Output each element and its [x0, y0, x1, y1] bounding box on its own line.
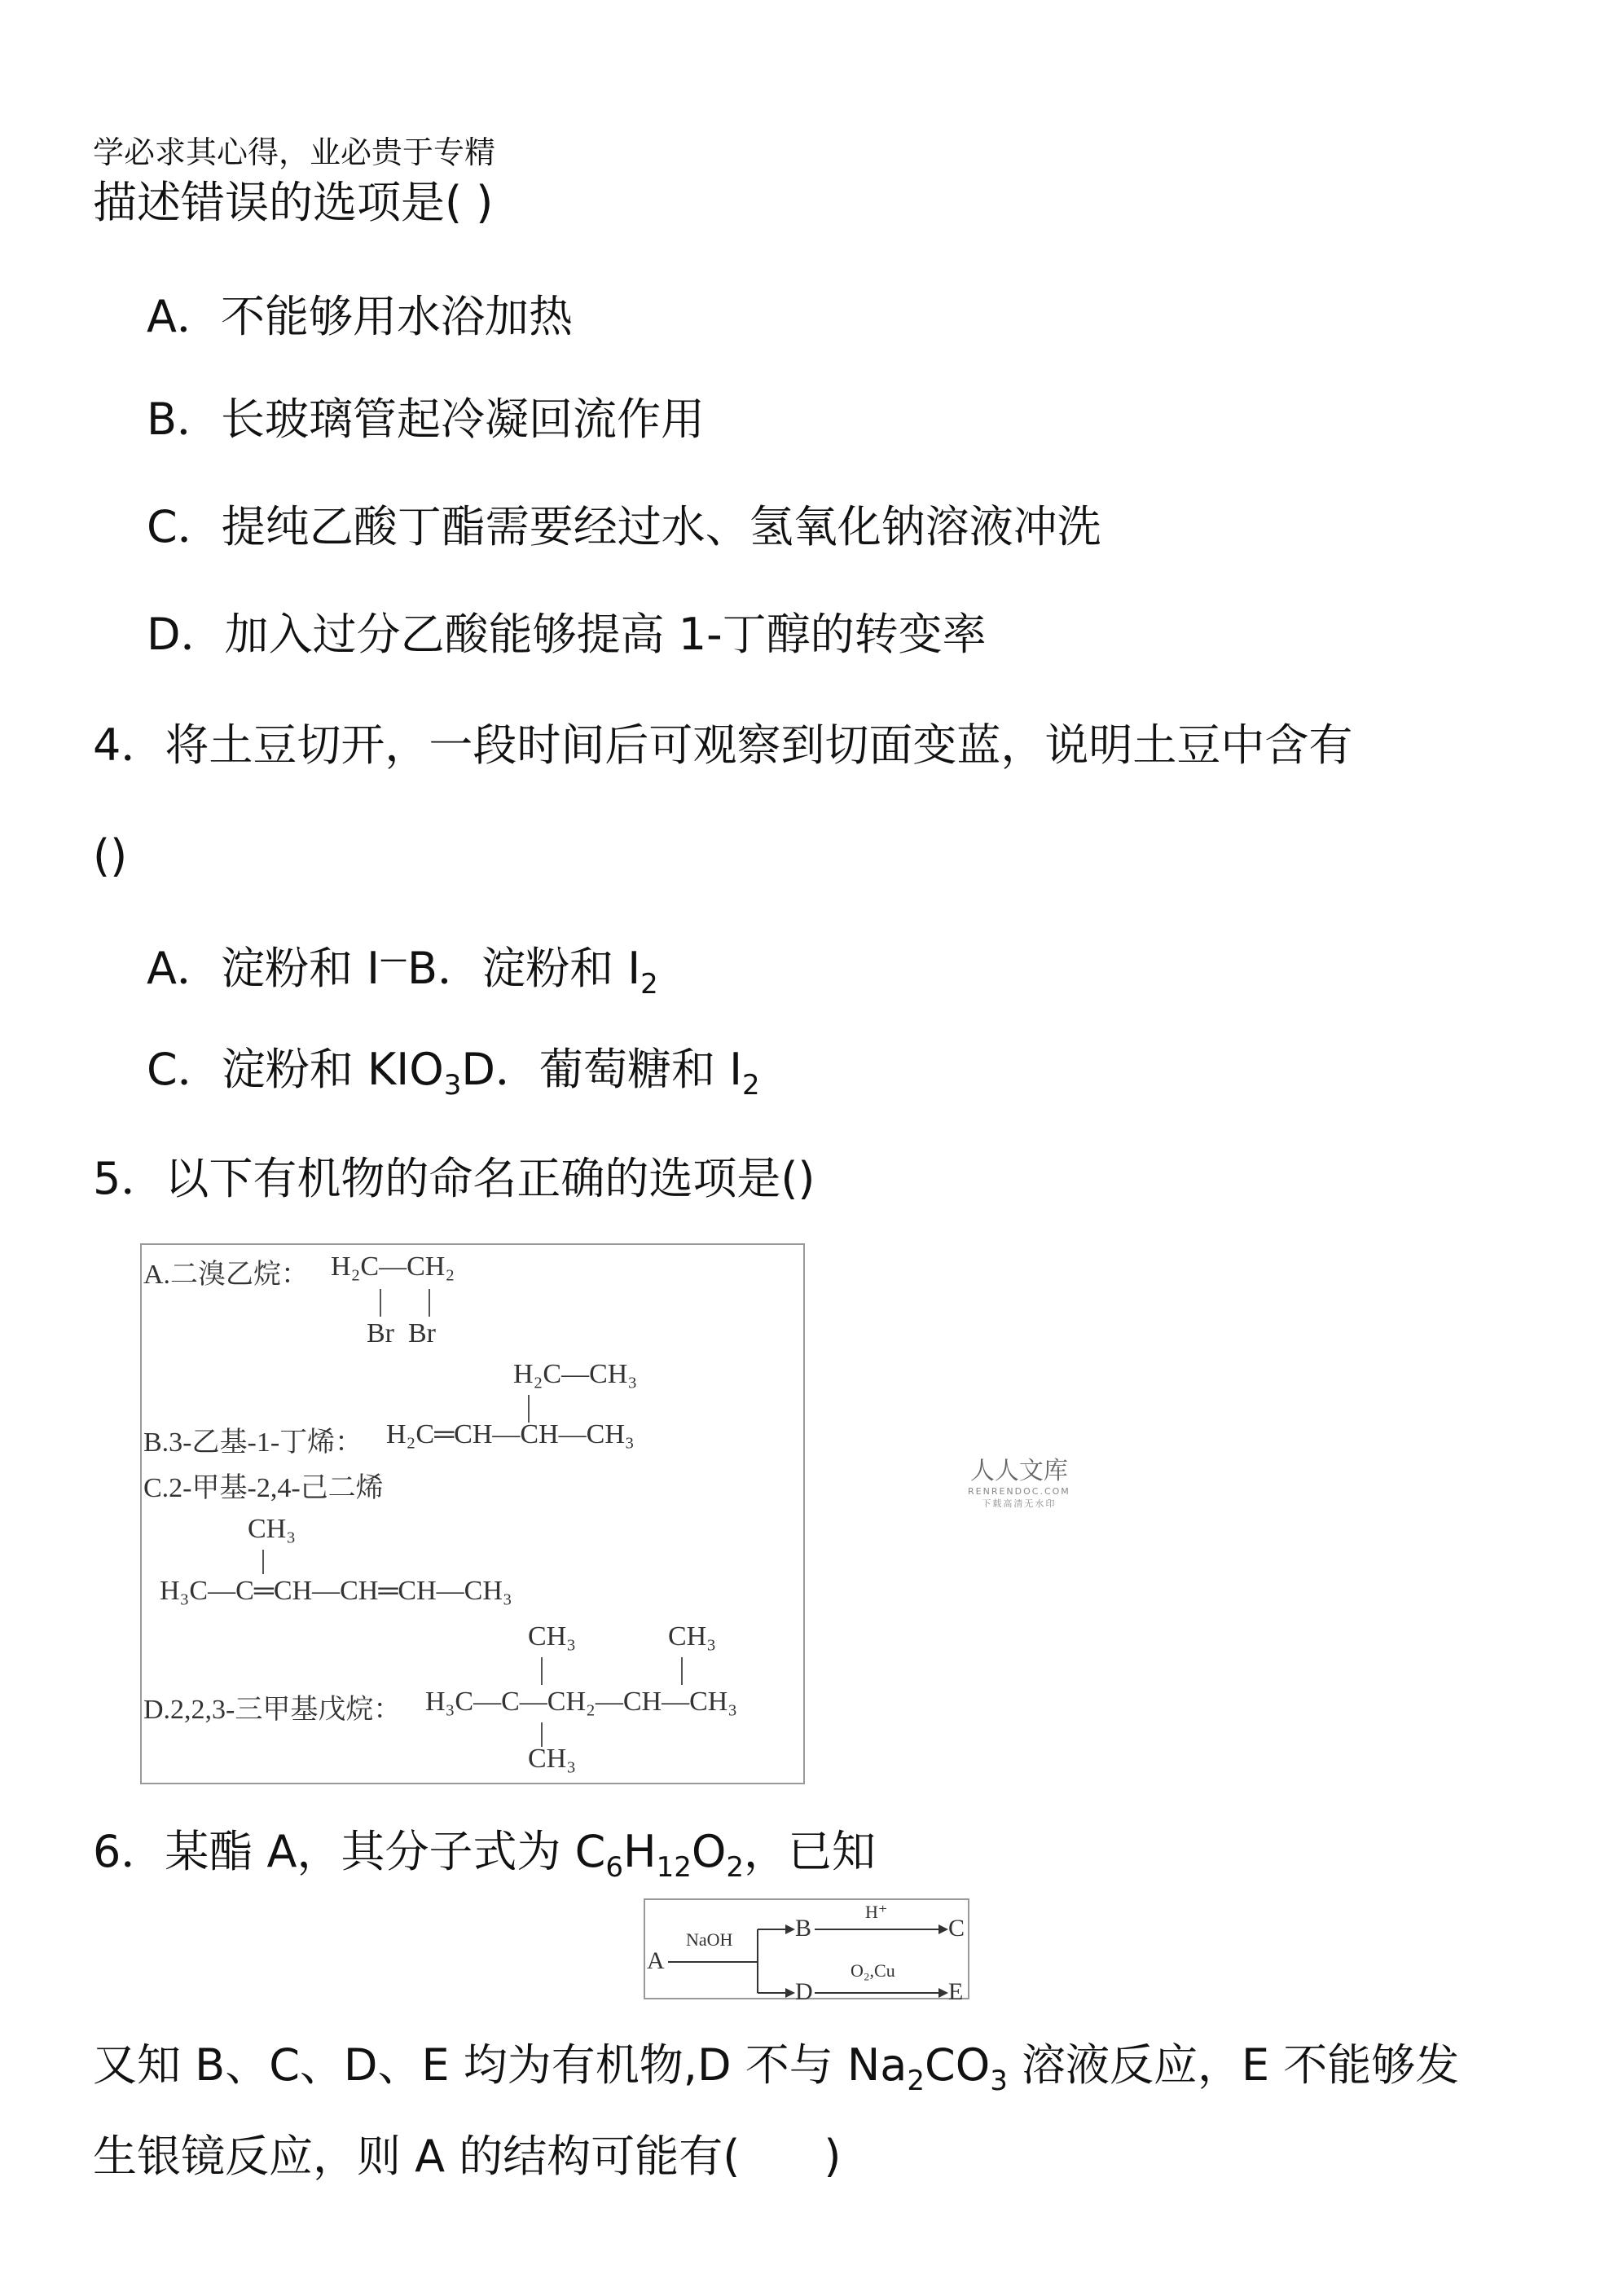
option-letter: B．	[147, 394, 222, 445]
page-header: 学必求其心得，业必贵于专精	[93, 134, 496, 170]
figure-a-chain: H₂C—CH₂	[331, 1251, 455, 1282]
option-letter: C．	[147, 501, 222, 552]
option-text: 长玻璃管起冷凝回流作用	[221, 394, 706, 445]
figure-d-label: D.2,2,3-三甲基戊烷：	[143, 1695, 402, 1725]
watermark-caption: 下载高清无水印	[982, 1498, 1057, 1509]
question-number: 5．	[93, 1153, 165, 1204]
option-letter: D．	[147, 609, 225, 660]
figure-d-bottom: CH₃	[528, 1744, 577, 1774]
scheme-b: B	[795, 1915, 812, 1942]
scheme-o2cu: O₂,Cu	[851, 1960, 895, 1981]
scheme-e: E	[948, 1978, 964, 2005]
bond-line	[380, 1289, 381, 1317]
question-number: 6．	[93, 1826, 165, 1877]
q4-stem	[93, 719, 1353, 771]
figure-b-label: B.3-乙基-1-丁烯：	[143, 1427, 363, 1458]
q6-line3: 生银镜反应，则 A 的结构可能有( )	[93, 2131, 842, 2182]
question-text: 以下有机物的命名正确的选项是()	[165, 1153, 815, 1204]
option-d: D．葡萄糖和 $I_2$	[461, 1044, 760, 1102]
scheme-a: A	[647, 1947, 665, 1974]
figure-c-label: C.2-甲基-2,4-己二烯	[143, 1473, 384, 1503]
bond-line	[262, 1550, 264, 1574]
q5-structure-figure	[140, 1243, 805, 1784]
option-text: 加入过分乙酸能够提高 1-丁醇的转变率	[224, 609, 987, 660]
q5-stem	[93, 1153, 815, 1204]
q4-paren: ()	[93, 830, 128, 882]
q3-option-b	[147, 394, 706, 445]
scheme-naoh: NaOH	[686, 1929, 733, 1950]
watermark-title: 人人文库	[969, 1457, 1068, 1485]
watermark-url: RENRENDOC.COM	[968, 1486, 1070, 1497]
option-text: 不能够用水浴加热	[220, 291, 573, 342]
bond-line	[528, 1395, 530, 1423]
q3-option-d	[147, 609, 987, 660]
bond-line	[681, 1657, 683, 1685]
option-letter: A．	[147, 291, 221, 342]
figure-d-chain: H₃C—C—CH₂—CH—CH₃	[425, 1687, 738, 1717]
scheme-hplus: H⁺	[865, 1902, 888, 1922]
bond-line	[541, 1657, 543, 1685]
question-text: 将土豆切开，一段时间后可观察到切面变蓝，说明土豆中含有	[165, 719, 1353, 771]
scheme-d: D	[795, 1978, 813, 2005]
figure-b-branch: H₂C—CH₃	[513, 1359, 638, 1389]
q6-reaction-scheme	[644, 1898, 969, 2005]
option-c: C．淀粉和 $KIO_3$	[147, 1044, 462, 1102]
q4-options-row1	[147, 943, 658, 1001]
scheme-c: C	[948, 1915, 965, 1942]
option-b: B．淀粉和 $I_2$	[407, 943, 658, 1001]
figure-d-top2: CH₃	[668, 1621, 717, 1652]
figure-d-top1: CH₃	[528, 1621, 577, 1652]
option-a: A．淀粉和 I—	[147, 943, 408, 994]
option-text: 提纯乙酸丁酯需要经过水、氢氧化钠溶液冲洗	[221, 501, 1101, 552]
bond-line	[429, 1289, 430, 1317]
figure-a-label: A.二溴乙烷：	[143, 1260, 310, 1290]
q3-option-a	[147, 291, 573, 342]
q4-options-row2	[147, 1044, 760, 1102]
q3-stem: 描述错误的选项是( )	[93, 177, 494, 228]
figure-c-top: CH₃	[248, 1514, 297, 1544]
watermark	[968, 1450, 1070, 1510]
figure-b-chain: H₂C═CH—CH—CH₃	[386, 1419, 635, 1449]
figure-a-br: Br Br	[367, 1318, 436, 1348]
question-number: 4．	[93, 719, 165, 771]
figure-c-chain: H₃C—C═CH—CH═CH—CH₃	[160, 1576, 512, 1606]
q3-option-c	[147, 501, 1101, 552]
q6-stem: 6．某酯 A，其分子式为 $C_6H_{12}O_2$，已知	[93, 1826, 877, 1884]
q6-line2: 又知 B、C、D、E 均为有机物,D 不与 $Na_2CO_3$ 溶液反应，E 不能够发	[93, 2039, 1460, 2097]
